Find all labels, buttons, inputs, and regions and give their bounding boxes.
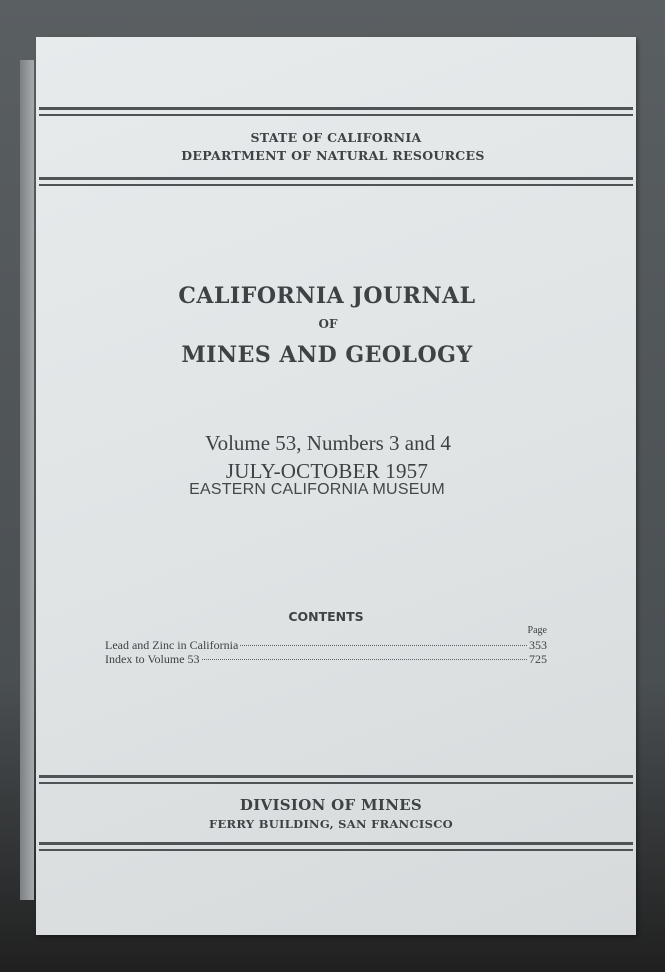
toc-row [105, 638, 547, 652]
museum-stamp: EASTERN CALIFORNIA MUSEUM [189, 481, 445, 498]
toc-item-title: Index to Volume 53 [105, 652, 200, 666]
toc-item-title: Lead and Zinc in California [105, 638, 239, 652]
bottom-rule-upper [39, 775, 633, 784]
toc-dot-leader [240, 645, 527, 646]
top-rule-upper [39, 107, 633, 116]
toc-dot-leader [202, 659, 527, 660]
issue-date: JULY-OCTOBER 1957 [225, 459, 429, 483]
title-line-1: CALIFORNIA JOURNAL [178, 283, 476, 309]
table-of-contents [105, 625, 547, 666]
footer-address: FERRY BUILDING, SAN FRANCISCO [208, 817, 453, 831]
top-rule-lower [39, 177, 633, 186]
toc-item-page: 353 [529, 638, 547, 652]
footer-division: DIVISION OF MINES [239, 796, 423, 814]
journal-cover [36, 37, 636, 935]
issue-volume: Volume 53, Numbers 3 and 4 [205, 431, 451, 455]
contents-heading: CONTENTS [288, 609, 364, 624]
bottom-rule-lower [39, 842, 633, 851]
toc-row [105, 652, 547, 666]
header-department: DEPARTMENT OF NATURAL RESOURCES [181, 148, 485, 163]
header-state: STATE OF CALIFORNIA [250, 130, 422, 145]
toc-page-label: Page [527, 625, 547, 636]
title-line-2: MINES AND GEOLOGY [181, 342, 473, 368]
toc-item-page: 725 [529, 652, 547, 666]
title-of: OF [318, 317, 338, 331]
